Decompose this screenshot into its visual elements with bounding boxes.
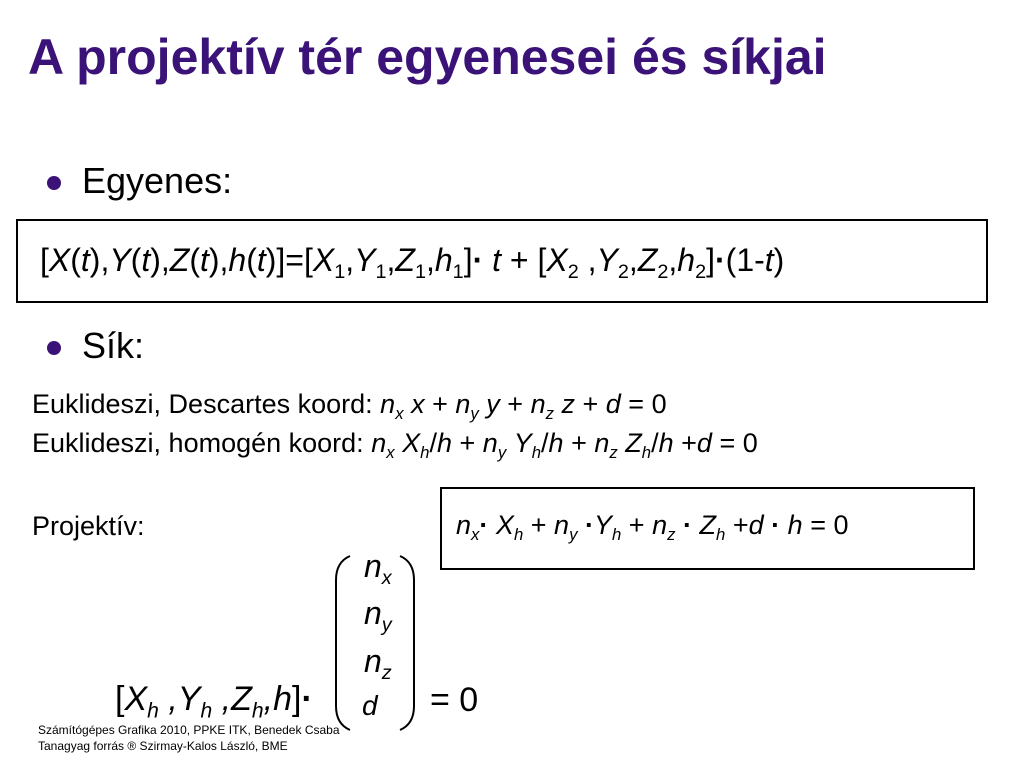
euclid-homog-formula: $n_x$ $X_h/h + n_y$ $Y_h/h + n_z$ $Z_h/h +d = 0$	[371, 428, 758, 462]
slide-title: A projektív tér egyenesei és síkjai	[28, 29, 827, 85]
bullet-egyenes: Egyenes:	[82, 160, 233, 201]
euclid-cartesian-formula: $n_x$ $x + n_y$ $y + n_z$ z + d = 0	[380, 389, 667, 423]
footer-line-2: Tanagyag forrás ® Szirmay-Kalos László, BME	[38, 739, 288, 753]
footer-line-1: Számítógépes Grafika 2010, PPKE ITK, Benedek Csaba	[38, 723, 340, 737]
column-nx: $n_x$	[364, 548, 392, 589]
projective-label: Projektív:	[32, 511, 145, 541]
column-nz: $n_z$	[364, 643, 392, 684]
bullet-sik: Sík:	[82, 325, 145, 366]
matrix-equals: = 0	[430, 681, 479, 719]
line-formula: $[X(t),Y(t),Z(t),h(t)]=[X_1,Y_1,Z_1,h_1]\cdot t + [X_2$ $,Y_2,Z_2,h_2]\cdot(1-t)$	[40, 242, 785, 283]
column-ny: $n_y$	[364, 595, 392, 636]
euclid-homog-line	[32, 428, 758, 462]
bullet-dot	[47, 176, 61, 190]
projective-formula: $n_x\cdot X_h + n_y \cdot Y_h + n_z \cdot Z_h +d \cdot h = 0$	[456, 510, 849, 544]
row-vector: [$X_h$ $,Y_h$ $,Z_h,h]\cdot$	[115, 680, 313, 723]
euclid-homog-label: Euklideszi, homogén koord:	[32, 428, 364, 458]
column-d: d	[362, 690, 378, 721]
euclid-cartesian-label: Euklideszi, Descartes koord:	[32, 389, 373, 419]
euclid-cartesian-line	[32, 389, 667, 423]
bullet-dot	[47, 341, 61, 355]
